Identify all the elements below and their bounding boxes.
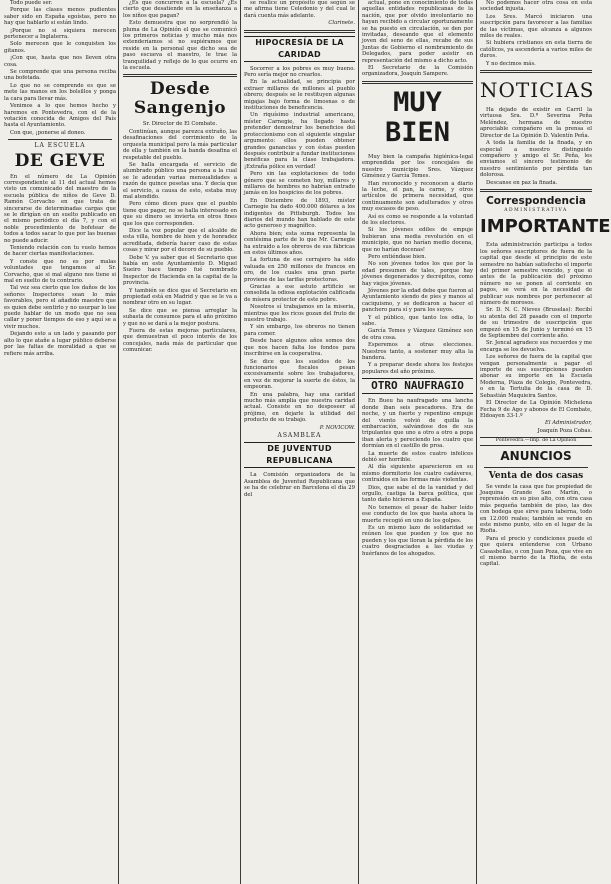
paragraph: Venimos a lo que hemos hecho y haremos en Pontevedra, con el de la votación conocida de Amigos del País hasta el Ayuntamiento. [4, 103, 116, 129]
paragraph: Los señores de fuera de la capital que vengan personalmente a pagar el importe de sus suscripciones pueden abonar su importe en la Escuela Moderna, Plaza de Colegio, Pontevedra, o en la Tertulia de la casa de D. Sebastián Maquieira Santos. [480, 354, 592, 399]
paragraph: Dejando esto a un lado y pasando por alto lo que atañe a lugar público deberse por las faltas de moralidad a que se refiere más arriba. [4, 331, 116, 357]
column-2 [123, 0, 237, 884]
paragraph: En Bueu ha naufragado una lancha donde iban seis pescadores. Era de noche, y un fuerte y repentino empuje del viento volvió de quilla la embarcación, salvándose dos de sus tripulantes que uno a otro a otro a popa iban alerta y pereciendo los cuatro que dormían en el castillo de proa. [362, 398, 473, 450]
paragraph: Dice la voz popular que el alcalde de esta villa, hombre de bien y de honradez acreditada, debería hacer caso de estas cosas y mirar por el decoro de su pueblo. [123, 227, 237, 254]
paragraph: Todo puede ser. [10, 0, 53, 6]
paragraph: Y conste que no es por malas voluntades que tengamos al Sr. Corvacho, que si mal alguno nos tiene si mal en suelto de tu contrario. [4, 258, 116, 285]
sangenjo-headline: Desde Sangenjo [133, 79, 227, 119]
muybien-headline: MUY BIEN [384, 86, 451, 148]
paragraph: Dios, que sabe el de la vanidad y del orgullo, castiga la barca política, que tanto daño hicieron a España. [362, 484, 473, 504]
paragraph: Y no decimos más. [486, 60, 536, 67]
escuela-kicker: LA ESCUELA [34, 142, 86, 150]
column-4 [362, 0, 473, 884]
paragraph: Solo merecen que le conquisten los gitanos. [4, 41, 116, 54]
paragraph: Y sin embargo, los obreros no tienen para comer. [244, 324, 355, 337]
paragraph: Sr. D. N. C. Nieves (Bruselas): Recibí su atenta del 28 pasado con el importe de su trimestre de suscripción que empezó en 15 de Junio y terminó en 15 de Septiembre del corriente año. [480, 307, 592, 340]
correspondencia-headline: Correspondencia [486, 194, 586, 207]
divider [480, 189, 592, 192]
paragraph: Desde hace algunos años somos dos que nos hacen falta los fondos para inscribirse en la cooperativa. [244, 338, 355, 358]
paragraph: Pero cómo dicen pues que el pueblo tiene que pagar, no se halla interesado en que su dinero se invierta en otros fines que los que corresponden. [123, 201, 237, 227]
signature: P. NOVICOW. [319, 424, 355, 431]
paragraph: ¿Es que concurren a la escuela? ¿Es cierto que desatiende en la enseñanza a los niños que pagan? [123, 0, 237, 19]
paragraph: Para el precio y condiciones puede el que quiera entenderse con Urbano Casasbellas, o con Juan Poza, que vive en el mismo barrio de la Riofia, de esta capital. [480, 535, 592, 568]
paragraph: Un riquísimo industrial americano, míster Carnegie, ha llegado hasta pretender demostrar los beneficios del proteccionismo con el siguiente singular argumento: ellos pueden obtener grandes ganancias y con éstas pueden después contribuir a fundar instituciones benéficas para la clase trabajadora. ¡Extraña pólice en verdad! [244, 112, 355, 170]
printer-line: Pontevedra.—Imp. de La Opinión [480, 437, 592, 445]
paragraph: Han reconocido y reconocen a diario la leche, el pan, la carne, y otros artículos de primera necesidad, que continuamente son adulterados y otros muy escasos de peso. [362, 180, 473, 213]
paragraph: Se comprende que una persona reciba una bofetada. [4, 69, 116, 82]
column-rule [476, 0, 477, 884]
divider [362, 81, 473, 84]
paragraph: Ahora bien; esta suma representa la centésima parte de lo que Mr. Carnegie ha extraído a los obreros de sus fábricas en estos últimos años. [244, 230, 355, 256]
paragraph: Pero entiéndase bien. [368, 253, 427, 260]
paragraph: El Director de La Opinión Michelena Fecha 9 de Ago y abonos de El Combate, Eldoayen 33-1.º [480, 400, 592, 419]
paragraph: Esta administración participa a todos los señores suscriptores de fuera de la capital que desde el principio de este semestre no habían satisfecho el importe del primer semestre vencido, y que si antes de la publicación del próximo número no se ponen al corriente en pagos, se verá en la necesidad de publicar sus nombres por pertenecer al número de morosos. [480, 242, 592, 306]
col1-intro [4, 0, 116, 136]
paragraph: ¡Con que, hasta que nos lleven otra cosa. [4, 55, 116, 68]
paragraph: Socorrer a los pobres es muy bueno. Pero sería mejor no crearlos. [244, 65, 355, 79]
paragraph: Y también se dice que el Secretario en propiedad está en Madrid y que se le va a nombrar otro en su lugar. [123, 287, 237, 307]
signature: El Administrador, [544, 420, 592, 427]
paragraph: No podemos hacer otra cosa en esta sociedad injusta. [480, 0, 592, 13]
column-5 [480, 0, 611, 884]
divider [244, 30, 355, 33]
paragraph: Así es como se responde a la voluntad de los electores. [362, 213, 473, 226]
signature: Clarinete. [328, 20, 355, 27]
escuela-headline: DE GEVE [14, 150, 106, 171]
paragraph: actual, pone en conocimiento de todas aquellas entidades republicanas de la nación, que por olvido involuntario no hayan recibido a circular oportunamente se ha puesto en circulación, se den por invitadas, deseando que el elemento joven del seno de ellas, recabe de sus Juntas de Gobierno el nombramiento de Delegados, para poder asistir en representación del mismo a dicho acto. [362, 0, 473, 64]
divider [123, 74, 237, 77]
paragraph: No tenemos el pesar de haber leído ese conducto de los que hasta ahora la muerte recogió en uno de los golpes. [362, 504, 473, 524]
noticias-headline: NOTICIAS [480, 78, 595, 103]
paragraph: se realice un propósito que según se me afirma tiene Celedonio y del cual le dará cuenta más adelante. [244, 0, 355, 19]
paragraph: En el número de La Opinión correspondiente al 11 del actual hemos visto un comunicado del maestro de la escuela pública de niños de Geve D. Ramón Corvacho en que trata de sincerarse de determinadas cargas que se le dirigían en un suelto publicado en el mismo periódico el día 7, y con el noble procedimiento de bofetear de todos a todos sacar lo que por las buenas no puede aducir. [4, 173, 116, 244]
paragraph: La muerte de estos cuatro infelices debió ser horrible. [362, 450, 473, 463]
paragraph: Los Sres. Marcó iniciaron una suscripción para favorecer a las familias de las víctimas, que alcanza a algunos miles de reales. [480, 13, 592, 40]
paragraph: Y el público, que tanto los odia, lo sabe. [362, 314, 473, 328]
paragraph: Continúan, aunque parezca extraño, las desafinaciones del corrimiento de la orquesta municipal pero la más particular de ella y también en la banda desafina el respetable del pueblo. [123, 128, 237, 161]
paragraph: Si hubiera cristianos en esta tierra de católicos, ya ascendería a varios miles de duros. [480, 40, 592, 60]
paragraph: Muy bien la campaña higiénica-legal emprendida por los concejales de nuestro municipio Sres. Vázquez Giménez y García Temes. [362, 153, 473, 180]
divider [480, 70, 592, 73]
paragraph: Fuera de estas mejoras particulares, que demuestran el poco interés de los concejales, nada más de particular que comunicar. [123, 328, 237, 354]
paragraph: El Secretario de la Comisión organizadora, Joaquín Sampere. [362, 65, 473, 78]
paragraph: Pero sin las explotaciones de todo género que se cometen hoy, millares y millares de hombres no habrían entrado jamás en los hospicios de los pobres. [244, 171, 355, 197]
paragraph: Debe V. ya saber que el Secretario que había en este Ayuntamiento D. Miguel Sueiro hace tiempo fué nombrado Inspector de Hacienda en la capital de la provincia. [123, 254, 237, 287]
paragraph: Tal vez sea cierto que los daños de los señores Inspectores sean lo más favorables, pero el añadido maestro que es quien debe sentirlo y no usurpar lo lee puede hablar de un modo que no sea callar y poner tiempos de eso y aquí se a vivir muchos. [4, 285, 116, 330]
paragraph: Porque las clases menos pudientes saber sido en España egoístas, pero no hay que hablarlo si están lindo. [4, 7, 116, 27]
column-rule [358, 0, 359, 884]
paragraph: En la actualidad, se principia por extraer millares de millones al pueblo obrero; después se le restituyen algunas migajas bajo forma de limosnas o de instituciones de beneficencia. [244, 79, 355, 112]
paragraph: García Temes y Vázquez Giménez son de otra cosa. [362, 328, 473, 341]
paragraph: En Diciembre de 1893, míster Carnegie ha dado 400.000 dólares a los indigentes de Pittsburgh. Todos los diarios del mundo han hablado de este acto generoso y magnífico. [244, 197, 355, 230]
paragraph: Jóvenes por la edad debe que fueron al Ayuntamiento siendo de pies y manos al caciquismo, y se dedicaron a hacer el panchero para sí y para los suyos. [362, 288, 474, 314]
paragraph: La Comisión organizadora de la Asamblea de Juventud Republicana que se ha de celebrar en Barcelona el día 29 del [244, 472, 355, 498]
asamblea-headline: DE JUVENTUD REPUBLICANA [244, 442, 355, 468]
paragraph: Y a preparar desde ahora los festejos populares del año próximo. [362, 362, 473, 375]
divider [8, 139, 112, 140]
paragraph: Se halla encargada el servicio de alumbrado público una persona a la cual se le adeudan varias mensualidades a razón de quince pesetas una. Y decía que el servicio, a causa de esto, estaba muy mal atendido. [123, 161, 237, 200]
column-1 [4, 0, 116, 884]
paragraph: Ha dejado de existir en Carril la virtuosa Sra. D.ª Severina Peña Meléndez, hermana de nuestro apreciable compañero en la prensa el Director de La Opinión D. Valentín Peña. [480, 107, 592, 139]
column-3 [244, 0, 355, 884]
venta-headline: Venta de dos casas [488, 470, 584, 481]
paragraph: Gracias a ese astuto artificio se consolida la odiosa explotación calificada de mísera protector de este pobre. [244, 284, 355, 303]
paragraph: Se vende la casa que fue propiedad de Joaquina Grande San Martín, o reprensión en su piso alto, con otra casa más pequeña también de piso, las dos con bodega que sirve para taberna, todo en 12.000 reales; también se vende en este mismo punto, sito en el lugar de la Riofia. [480, 483, 592, 535]
paragraph: Si los jóvenes ediles de empuje hubieran una media revolución en el municipio, que no harían medio docena, que no harían docenas! [362, 227, 473, 253]
paragraph: Descanse en paz la finada. [486, 179, 558, 186]
column-rule [240, 0, 241, 884]
column-rule [118, 0, 119, 884]
paragraph: Se dice que se piensa arreglar la subasta de consumos para el año próximo y que no se dará a la mejor postura. [123, 307, 237, 327]
paragraph: Esperemos a otras elecciones. Nuestros tanto, a sostener muy alta la bandera. [362, 342, 473, 362]
paragraph: No son jóvenes todos los que por la edad presumen de tales, porque hay jóvenes degenerados y decrépitos, como hay viejos jóvenes. [362, 261, 473, 287]
addressee: Sr. Director de El Combate. [142, 121, 218, 128]
otro-naufragio-headline: OTRO NAUFRAGIO [362, 378, 473, 394]
administrativa-kicker: ADMINISTRATIVA [504, 207, 568, 213]
paragraph: Es un mismo lazo de solidaridad se reúnen los que pueden y los que no pueden y los que lloran la pérdida de los cuatro desgraciados a las viudas y huérfanos de los ahogados. [362, 525, 473, 557]
caridad-headline: HIPOCRESÍA DE LA CARIDAD [244, 36, 355, 62]
anuncios-headline: ANUNCIOS [500, 448, 572, 463]
paragraph: La fortuna de ese cerrajero ha sido valuada en 250 millones de francos en oro, de los cuales una gran parte proviene de las tarifas protectoras. [244, 257, 355, 283]
paragraph: Con que, ¡ponerse al doneo. [10, 129, 86, 136]
paragraph: A toda la familia de la finada, y en especial a nuestro distinguido compañero y amigo el Sr. Peña, les enviamos el sincero testimonio de nuestro sentimiento por pérdida tan dolorosa. [480, 140, 592, 179]
paragraph: Se dice que los sueldos de los funcionarios fiscales pesan excesivamente sobre los trabajadores, en vez de mejorar la suerte de éstos, la empeoran. [244, 358, 355, 391]
signature-name: Joaquín Poza Cobas. [537, 427, 592, 434]
paragraph: ¡Porque no si siquiera merecen pertenecer a Inglaterra. [4, 27, 116, 41]
paragraph: Al día siguiente aparecieron en su mismo dormitorio los cuatro cadáveres, contraídos en las formas más violentas. [362, 464, 473, 484]
paragraph: Esto demuestra que no sorprendió la pluma de La Opinión el que se comunicó los primeros noticias y mucho más nos extenderíamos si no supiéramos que reside en la personal que dicho sea de paso escueva el maestro, le trae la tranquilidad y reflejo de lo que ocurre en la escuela. [123, 20, 237, 72]
paragraph: Lo que no se comprende es que se mete las manos en los bolsillos y ponga la cara para llevar más. [4, 82, 116, 102]
paragraph: Nosotros sí trabajamos en la miseria, mientras que los ricos gozan del fruto de nuestro trabajo. [244, 304, 355, 324]
divider [484, 467, 588, 468]
asamblea-kicker: ASAMBLEA [277, 431, 322, 439]
importante-headline: IMPORTANTE [480, 216, 611, 238]
paragraph: Sr. Jencal agradece sus recuerdos y me encarga se los devuelva. [480, 340, 592, 353]
paragraph: Teniendo relación con tu vuelo hemos de hacer ciertas manifestaciones. [4, 245, 116, 258]
paragraph: En una palabra, hay una caridad mucho más amplia que nuestra caridad actual. Consiste en no desposeer al prójimo, en dejarle la utilidad del producto de su trabajo. [244, 391, 355, 424]
